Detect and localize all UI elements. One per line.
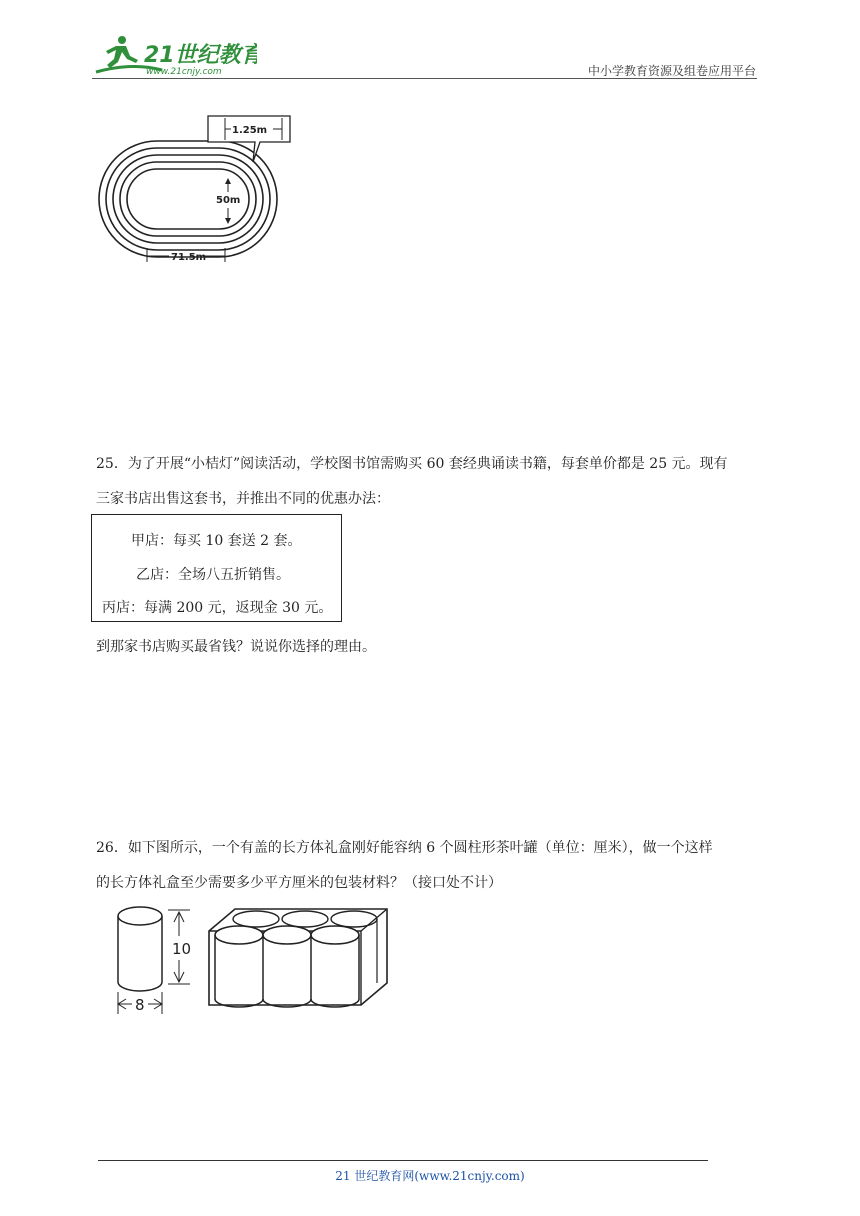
footer-text: 21 世纪教育网(www.21cnjy.com) xyxy=(335,1169,525,1183)
footer-divider xyxy=(98,1160,708,1161)
can-diameter-label: 8 xyxy=(135,996,145,1014)
site-logo xyxy=(92,32,257,78)
offer-item-a: 甲店：每买 10 套送 2 套。 xyxy=(131,533,302,549)
platform-title: 中小学教育资源及组卷应用平台 xyxy=(587,64,756,78)
logo-title: 21世纪教育 xyxy=(144,43,257,68)
height-label: 50m xyxy=(216,195,241,206)
straight-length-label: 71.5m xyxy=(171,252,207,263)
running-track-figure xyxy=(95,112,295,272)
tea-can-figure xyxy=(108,900,203,1020)
offer-item-c: 丙店：每满 200 元，返现金 30 元。 xyxy=(102,600,333,616)
q26-line1: 26．如下图所示，一个有盖的长方体礼盒刚好能容纳 6 个圆柱形茶叶罐（单位：厘米），做一个这样 xyxy=(96,840,713,856)
q25-line2: 三家书店出售这套书，并推出不同的优惠办法： xyxy=(96,491,390,507)
lane-width-label: 1.25m xyxy=(232,125,268,136)
q25-question: 到那家书店购买最省钱？说说你选择的理由。 xyxy=(96,639,376,655)
q25-line1: 25．为了开展“小桔灯”阅读活动，学校图书馆需购买 60 套经典诵读书籍，每套单价都是 25 元。现有 xyxy=(96,456,728,472)
header-divider xyxy=(92,78,757,79)
logo-runner-icon xyxy=(92,32,257,78)
offer-box xyxy=(91,514,342,622)
can-height-label: 10 xyxy=(172,940,192,958)
q26-line2: 的长方体礼盒至少需要多少平方厘米的包装材料？（接口处不计） xyxy=(96,875,502,891)
gift-box-figure xyxy=(205,905,390,1025)
offer-item-b: 乙店：全场八五折销售。 xyxy=(136,567,290,583)
logo-url: www.21cnjy.com xyxy=(146,67,222,77)
